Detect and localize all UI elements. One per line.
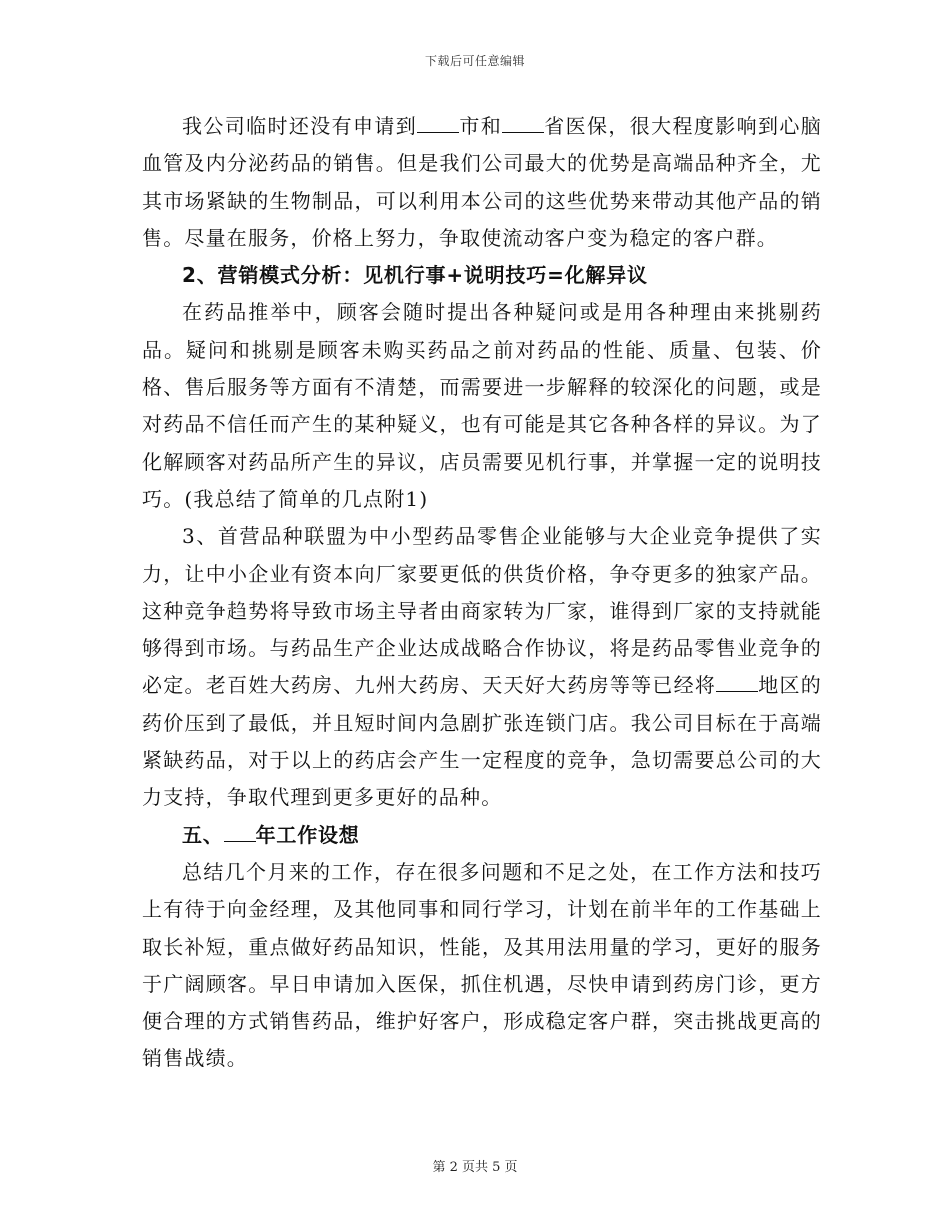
paragraph-text: 我公司临时还没有申请到 xyxy=(182,114,418,138)
paragraph-text: 省医保，很大程度影响到心脑血管及内分泌药品的销售。但是我们公司最大的优势是高端品种齐全，尤其市场紧缺的生物制品，可以利用本公司的这些优势来带动其他产品的销售。尽量在服务，价格上努力，争取使流动客户变为稳定的客户群。 xyxy=(142,114,822,250)
paragraph-alliance xyxy=(142,518,822,816)
fill-blank xyxy=(417,114,459,133)
heading-text: 五、 xyxy=(182,822,224,847)
page-footer: 第 2 页共 5 页 xyxy=(432,1160,518,1175)
fill-blank xyxy=(716,673,758,692)
fill-blank xyxy=(502,114,544,133)
paragraph-summary: 总结几个月来的工作，存在很多问题和不足之处，在工作方法和技巧上有待于向金经理，及其他同事和同行学习，计划在前半年的工作基础上取长补短，重点做好药品知识，性能，及其用法用量的学习，更好的服务于广阔顾客。早日申请加入医保，抓住机遇，尽快申请到药房门诊，更方便合理的方式销售药品，维护好客户，形成稳定客户群，突击挑战更高的销售战绩。 xyxy=(142,859,822,1071)
fill-blank xyxy=(224,823,256,842)
section-heading-marketing-model: 2、营销模式分析：见机行事+说明技巧=化解异议 xyxy=(182,263,648,288)
page-header: 下载后可任意编辑 xyxy=(424,54,525,68)
paragraph-objection-handling: 在药品推举中，顾客会随时提出各种疑问或是用各种理由来挑剔药品。疑问和挑剔是顾客未购买药品之前对药品的性能、质量、包装、价格、售后服务等方面有不清楚，而需要进一步解释的较深化的问题，或是对药品不信任而产生的某种疑义，也有可能是其它各种各样的异议。为了化解顾客对药品所产生的异议，店员需要见机行事，并掌握一定的说明技巧。(我总结了简单的几点附1) xyxy=(142,300,822,511)
paragraph-text: 市和 xyxy=(459,114,503,138)
paragraph-text: 地区的药价压到了最低，并且短时间内急剧扩张连锁门店。我公司目标在于高端紧缺药品，对于以上的药店会产生一定程度的竞争，急切需要总公司的大力支持，争取代理到更多更好的品种。 xyxy=(142,673,822,810)
document-body xyxy=(142,108,822,1078)
section-heading-work-plan xyxy=(142,817,822,854)
paragraph-text: 3、首营品种联盟为中小型药品零售企业能够与大企业竞争提供了实力，让中小企业有资本向厂家要更低的供货价格，争夺更多的独家产品。这种竞争趋势将导致市场主导者由商家转为厂家，谁得到厂家的支持就能够得到市场。与药品生产企业达成战略合作协议，将是药品零售业竞争的必定。老百姓大药房、九州大药房、天天好大药房等等已经将 xyxy=(142,524,822,698)
heading-text: 年工作设想 xyxy=(255,822,360,847)
paragraph-medical-insurance xyxy=(142,108,822,257)
